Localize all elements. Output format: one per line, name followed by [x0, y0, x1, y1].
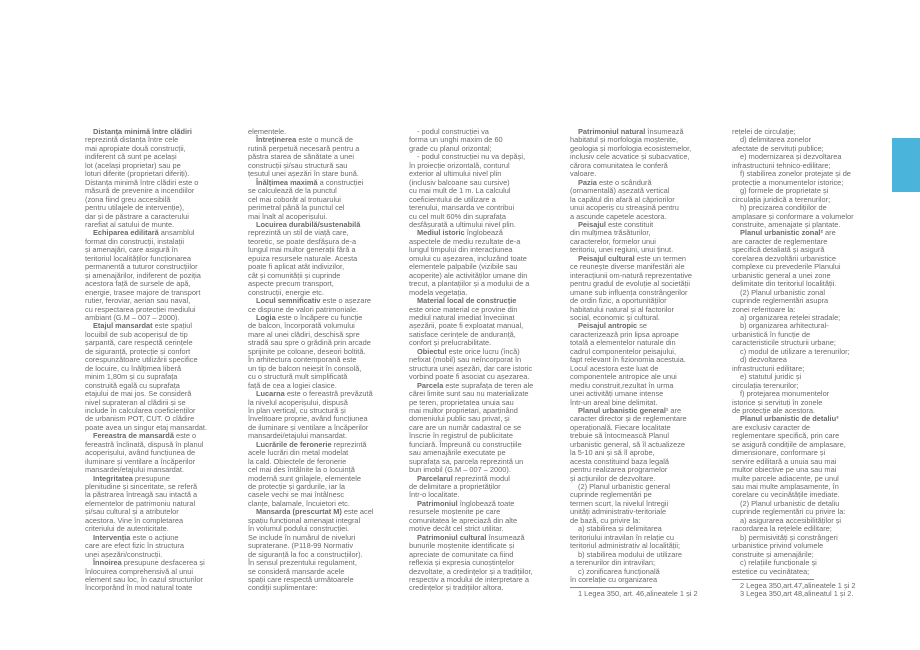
text-column-1: [85, 128, 227, 593]
text-line: cu mai mult de 1 m. La calculul: [409, 186, 511, 196]
term-heading-line: Obiectul este orice lucru (încă): [417, 346, 520, 356]
text-line: habitatului natural și al factorilor: [570, 304, 674, 314]
text-line: construite, amenajate și plantate.: [732, 219, 841, 229]
term-heading-line: Lucrările de feronerie reprezintă: [256, 439, 367, 449]
text-line: (zona fiind greu accesibilă: [85, 194, 171, 204]
text-line: înscrie în registrul de publicitate: [409, 431, 513, 441]
text-line: a) stabilirea și delimitarea: [578, 524, 662, 534]
text-line: dimensionare, conformare și: [732, 448, 826, 458]
term-heading-line: Pazia este o scândură: [578, 177, 652, 187]
text-line: suprafața sa, parcela reprezintă un: [409, 456, 524, 466]
text-line: vorbind poate fi asociat cu așezarea.: [409, 372, 530, 382]
text-line: urbanistice privind volumele: [732, 541, 824, 551]
text-line: sau mai multe amplasamente, în: [732, 482, 839, 492]
text-line: caracteristicile structurii urbane;: [732, 338, 836, 348]
text-line: energie, trasee majore de transport: [85, 287, 201, 297]
text-line: cât și comunității și cuprinde: [248, 270, 341, 280]
text-line: În arhitectura contemporană este: [248, 355, 357, 365]
text-line: din mulțimea trăsăturilor,: [570, 228, 651, 238]
term-heading-line: Logia este o încăpere cu funcție: [256, 312, 363, 322]
text-line: multor obiective pe una sau mai: [732, 465, 837, 475]
text-line: (2) Planul urbanistic general: [578, 482, 671, 492]
text-line: 3 Legea 350,art 48,alineatul 1 și 2.: [740, 589, 854, 599]
text-line: acesta constituind baza legală: [570, 456, 670, 466]
text-line: apreciate de comunitate ca fiind: [409, 549, 514, 559]
text-line: se calculează de la punctul: [248, 186, 337, 196]
text-line: clanțe, balamale, încuietori etc.: [248, 498, 350, 508]
text-line: trecut, a plantațiilor și a modului de a: [409, 279, 530, 289]
term-heading-line: Mediul istoric înglobează: [417, 228, 503, 238]
text-line: c) relațiile funcționale și: [740, 558, 817, 568]
text-line: omului cu așezarea, incluzând toate: [409, 253, 527, 263]
text-line: cărora comunitatea le conferă: [570, 160, 668, 170]
text-line: acestora. Vine în completarea: [85, 515, 184, 525]
text-line: încorporând în mod natural toate: [85, 583, 193, 593]
text-line: reglementare specifică, prin care: [732, 431, 840, 441]
text-line: satisface cerințele de anduranță,: [409, 329, 516, 339]
text-line: caracter director și de reglementare: [570, 414, 687, 424]
text-line: la capătul din afară al căpriorilor: [570, 194, 675, 204]
term-heading-line: Planul urbanistic general¹ are: [578, 405, 682, 415]
text-line: funciară. Împreună cu construcțiile: [409, 439, 522, 449]
text-line: locuibil de sub acoperișul de tip: [85, 329, 188, 339]
text-line: corelarea dezvoltării urbanistice: [732, 253, 836, 263]
text-line: elementele.: [248, 127, 287, 136]
text-line: criteriului de autenticitate.: [85, 524, 169, 534]
text-line: de urbanism POT, CUT. O clădire: [85, 414, 195, 424]
text-line: cadrul componentelor peisajului,: [570, 346, 676, 356]
text-line: teritoriului intravilan în relație cu: [570, 532, 674, 542]
text-line: totală a elementelor naturale din: [570, 338, 676, 348]
text-line: delimitate din teritoriul localității.: [732, 279, 837, 289]
text-line: de delimitare a proprietăților: [409, 482, 501, 492]
text-column-3: [409, 128, 551, 593]
text-line: acoperite) ale activităților umane din: [409, 270, 528, 280]
text-line: elementelor de patrimoniu natural: [85, 498, 196, 508]
text-line: se asigură condițiile de amplasare,: [732, 439, 846, 449]
text-line: este orice material ce provine din: [409, 304, 518, 314]
term-heading-line: Etajul mansardat este spațiul: [93, 321, 193, 331]
text-line: Distanța minimă între clădiri este o: [85, 177, 199, 187]
text-line: - podul construcției va: [417, 127, 489, 136]
text-line: teoretic, se poate desfășura de-a: [248, 236, 357, 246]
text-line: caracterizează prin lipsa aproape: [570, 329, 679, 339]
text-line: mansardei/etajului mansardat.: [248, 431, 348, 441]
term-heading-line: Planul urbanistic zonal² are: [740, 228, 836, 238]
text-line: trebuie să întocmească Planul: [570, 431, 670, 441]
text-line: de iluminare și ventilare a încăperilor: [248, 422, 369, 432]
text-line: plenitudine și sinceritate, se referă: [85, 482, 198, 492]
text-line: lungul timpului din interacțiunea: [409, 245, 513, 255]
text-line: b) organizarea arhitectural-: [740, 321, 829, 331]
text-line: lot (același proprietar) sau pe: [85, 160, 181, 170]
term-heading-line: Echiparea edilitară ansamblul: [93, 228, 195, 238]
term-heading-line: Fereastra de mansardă este o: [93, 431, 197, 441]
text-line: permanentă a tuturor construcțiilor: [85, 262, 198, 272]
text-line: înlocuirea comprehensivă al unui: [85, 566, 194, 576]
text-line: inclusiv cele acvatice și subacvatice,: [570, 152, 690, 162]
text-line: unități administrativ-teritoriale: [570, 507, 667, 517]
text-line: habitatul și morfologia moștenite,: [570, 135, 679, 145]
text-line: nivel suprateran al clădirii și se: [85, 397, 186, 407]
text-line: mai apropiate două construcții,: [85, 143, 186, 153]
term-heading-line: Lucarna este o fereastră prevăzută: [256, 389, 373, 399]
text-line: unei activități umane intense: [570, 389, 664, 399]
text-line: teritoriul administrativ al localității;: [570, 541, 681, 551]
text-line: epuiza resursele naturale. Acesta: [248, 253, 358, 263]
text-line: (2) Planul urbanistic zonal: [740, 287, 826, 297]
text-line: poate fi aplicat atât indivizilor,: [248, 262, 345, 272]
footnote-rule: [732, 579, 814, 580]
text-line: racordarea la rețelele edilitare;: [732, 524, 832, 534]
text-line: supraterane. (P118-99 Normativ: [248, 541, 354, 551]
text-line: care are un număr cadastral ce se: [409, 422, 522, 432]
text-line: format din construcții, instalații: [85, 236, 184, 246]
text-line: forma un unghi maxim de 60: [409, 135, 503, 145]
text-line: a) organizarea rețelei stradale;: [740, 312, 841, 322]
text-line: unei așezări/construcții.: [85, 549, 163, 559]
text-line: sau amenajările executate pe: [409, 448, 506, 458]
term-heading-line: Înălțimea maximă a construcției: [256, 177, 364, 187]
text-line: casele vechi se mai întâlnesc: [248, 490, 345, 500]
text-line: modernă sunt grilajele, elementele: [248, 473, 361, 483]
term-heading-line: Întreținerea este o muncă de: [256, 135, 353, 145]
text-line: pe teren, proprietatea unuia sau: [409, 397, 514, 407]
text-line: coeficientului de utilizare a: [409, 194, 496, 204]
text-line: nefixat (mobil) sau neîncorporat în: [409, 355, 522, 365]
text-line: element sau loc, în cazul structurilor: [85, 575, 203, 585]
text-column-2: [248, 128, 390, 593]
text-line: multe parcele adiacente, pe unul: [732, 473, 839, 483]
text-line: aspecte precum transport,: [248, 279, 334, 289]
text-line: de siguranță, protecție și confort: [85, 346, 191, 356]
text-line: într-o localitate.: [409, 490, 460, 500]
text-line: social, economic și cultural.: [570, 312, 660, 322]
text-line: protecție a monumentelor istorice;: [732, 177, 844, 187]
term-heading-line: Parcela este suprafața de teren ale: [417, 380, 534, 390]
text-line: elementele palpabile (vizibile sau: [409, 262, 518, 272]
text-line: b) stabilirea modului de utilizare: [578, 549, 682, 559]
text-line: construite și amenajările;: [732, 549, 814, 559]
text-line: măsură de prevenire a incendiilor: [85, 186, 195, 196]
text-line: comunitatea le apreciază din alte: [409, 515, 518, 525]
text-line: care are efect fizic în structura: [85, 541, 184, 551]
text-line: corespunzătoare utilizării specifice: [85, 355, 198, 365]
text-line: Locul acestora este luat de: [570, 363, 659, 373]
text-line: valoare.: [570, 169, 597, 179]
text-line: ce dispune de valori patrimoniale.: [248, 304, 359, 314]
text-line: complexe cu prevederile Planului: [732, 262, 841, 272]
text-line: mai multor proprietari, aparținând: [409, 405, 518, 415]
text-line: include în calcularea coeficienților: [85, 405, 196, 415]
text-line: condiții suplimentare:: [248, 583, 318, 593]
term-heading-line: Locuirea durabilă/sustenabilă: [256, 219, 361, 229]
term-heading-line: Peisajul antropic se: [578, 321, 648, 331]
term-heading-line: Peisajul cultural este un termen: [578, 253, 687, 263]
text-line: f) stabilirea zonelor protejate și de: [740, 169, 851, 179]
text-line: e) modernizarea și dezvoltarea: [740, 152, 842, 162]
text-line: cuprinde reglementări pe: [570, 490, 652, 500]
text-line: construită egală cu suprafața: [85, 380, 180, 390]
text-line: acoperișului, având funcțiunea de: [85, 448, 196, 458]
page-number: 67: [892, 154, 914, 174]
text-line: operațională. Fiecare localitate: [570, 422, 671, 432]
text-line: într-un areal bine delimitat.: [570, 397, 658, 407]
text-line: d) delimitarea zonelor: [740, 135, 812, 145]
text-line: și acțiunilor de dezvoltare.: [570, 473, 656, 483]
text-line: țesutul unei așezări în stare bună.: [248, 169, 359, 179]
text-line: cu cel mult 60% din suprafața: [409, 211, 506, 221]
text-line: estetice cu vecinătatea;: [732, 566, 810, 576]
text-line: urbanistic general, să îl actualizeze: [570, 439, 686, 449]
term-heading-line: Patrimoniul natural însumează: [578, 127, 684, 136]
text-line: stradă sau spre o grădină prin arcade: [248, 338, 371, 348]
text-line: resursele moștenite pe care: [409, 507, 501, 517]
text-line: a terenurilor din intravilan;: [570, 558, 656, 568]
text-line: amplasare și conformare a volumelor: [732, 211, 854, 221]
text-line: cel mai des întâlnite la o locuință: [248, 465, 355, 475]
text-line: fereastră înclinată, dispusă în planul: [85, 439, 204, 449]
text-line: (ornamentală) așezată vertical: [570, 186, 670, 196]
term-heading-line: Patrimoniul cultural însumează: [417, 532, 525, 542]
text-line: motive decât cel strict utilitar.: [409, 524, 504, 534]
text-line: și amenajări, care asigură în: [85, 245, 178, 255]
text-line: la 5-10 ani și să îl aprobe,: [570, 448, 655, 458]
text-line: cu o structură mult simplificată: [248, 372, 348, 382]
term-heading-line: Integritatea presupune: [93, 473, 170, 483]
text-line: reprezintă un stil de viață care,: [248, 228, 349, 238]
text-line: de ordin fizic, a oportunităților: [570, 296, 667, 306]
text-line: aspectele de mediu rezultate de-a: [409, 236, 521, 246]
text-line: etajului de mai jos. Se consideră: [85, 389, 192, 399]
text-line: rarefiat al satului de munte.: [85, 219, 175, 229]
text-column-4: [570, 128, 712, 599]
text-line: grade cu planul orizontal;: [409, 143, 492, 153]
text-line: în volumul podului construcției.: [248, 524, 350, 534]
text-line: spațiu funcțional amenajat integral: [248, 515, 361, 525]
text-line: termen scurt, la nivelul întregii: [570, 498, 669, 508]
text-line: iluminare și ventilare a încăperilor: [85, 456, 196, 466]
text-line: mediul natural imediat înveciinat: [409, 312, 515, 322]
text-line: zonei referitoare la:: [732, 304, 796, 314]
footnote-rule: [570, 587, 652, 588]
text-line: șarpantă, care respectă cerințele: [85, 338, 193, 348]
text-line: modela vegetația.: [409, 287, 468, 297]
text-line: structura unei așezări, dar care istoric: [409, 363, 533, 373]
text-line: perimetral până la punctul cel: [248, 203, 345, 213]
text-line: 1 Legea 350, art. 46,alineatele 1 și 2: [578, 589, 698, 599]
text-line: și/sau cultural și a atributelor: [85, 507, 179, 517]
text-line: acestora față de sursele de apă,: [85, 279, 191, 289]
text-line: infrastructurii tehnico-edilitare;: [732, 160, 831, 170]
text-line: cărei limite sunt sau nu materializate: [409, 389, 529, 399]
text-line: mansardei/etajului mansardat.: [85, 465, 185, 475]
text-line: 2 Legea 350,art.47,alineatele 1 și 2: [740, 581, 856, 591]
text-line: interacțiunii om-natură reprezentative: [570, 270, 693, 280]
text-line: circulația juridică a terenurilor;: [732, 194, 831, 204]
text-line: reflexia și expresia cunoștințelor: [409, 558, 515, 568]
text-line: a) asigurarea accesibilităților și: [740, 515, 842, 525]
text-line: circulația terenurilor;: [732, 380, 799, 390]
text-line: Se include în numărul de niveluri: [248, 532, 356, 542]
text-line: specifică detaliată și asigură: [732, 245, 825, 255]
text-column-5: [732, 128, 874, 599]
text-line: umane sub influența constrângerilor: [570, 287, 688, 297]
text-line: rețelei de circulație;: [732, 127, 796, 136]
text-line: cu respectarea protecției mediului: [85, 304, 196, 314]
text-line: în corelație cu organizarea: [570, 575, 658, 585]
text-line: geologia și morfologia ecosistemelor,: [570, 143, 692, 153]
text-line: loturi diferite (proprietari diferiți).: [85, 169, 190, 179]
term-heading-line: Patrimoniul înglobează toate: [417, 498, 515, 508]
text-line: de bază, cu privire la:: [570, 515, 641, 525]
text-line: c) zonificarea funcțională: [578, 566, 660, 576]
text-line: desfășurată a ultimului nivel plin.: [409, 219, 516, 229]
text-line: corelare cu vecinătățile imediate.: [732, 490, 840, 500]
text-line: de protecție și gardurile, iar la: [248, 482, 345, 492]
text-line: acele lucrări din metal modelat: [248, 448, 349, 458]
term-heading-line: Intervenția este o acțiune: [93, 532, 179, 542]
text-line: în plan vertical, cu structură și: [248, 405, 346, 415]
text-line: poate avea un singur etaj mansardat.: [85, 422, 208, 432]
text-line: dar și de păstrare a caracterului: [85, 211, 189, 221]
text-line: credințelor și tradițiilor altora.: [409, 583, 504, 593]
text-line: reprezintă distanța între cele: [85, 135, 179, 145]
text-line: se consideră mansarde acele: [248, 566, 345, 576]
text-line: a ascunde capetele acestora.: [570, 211, 667, 221]
text-line: În sensul prezentului regulament,: [248, 558, 357, 568]
text-line: caracterelor, formelor unui: [570, 236, 656, 246]
text-line: bunurile moștenite identificate și: [409, 541, 515, 551]
term-heading-line: Distanța minimă între clădiri: [93, 127, 192, 136]
text-line: urbanistică în funcție de: [732, 329, 811, 339]
text-line: la nivelul acoperișului, dispusă: [248, 397, 348, 407]
text-line: g) formele de proprietate și: [740, 186, 829, 196]
text-line: confort și prelucrabilitate.: [409, 338, 492, 348]
text-line: spații care respectă următoarele: [248, 575, 354, 585]
text-line: cel mai coborât al trotuarului: [248, 194, 341, 204]
text-line: h) precizarea condițiilor de: [740, 203, 827, 213]
text-line: infrastructurii edilitare;: [732, 363, 805, 373]
text-line: pentru gradul de evoluție al societății: [570, 279, 690, 289]
text-line: componentele antropice ale unui: [570, 372, 677, 382]
text-line: afectate de servituți publice;: [732, 143, 824, 153]
text-line: bun imobil (G.M – 007 – 2000).: [409, 465, 511, 475]
text-line: f) protejarea monumentelor: [740, 389, 830, 399]
text-line: dezvoltate, a credințelor și a tradițiilor,: [409, 566, 533, 576]
text-line: păstra starea de sănătate a unei: [248, 152, 355, 162]
text-line: b) permisivități și constrângeri: [740, 532, 838, 542]
text-line: are exclusiv caracter de: [732, 422, 811, 432]
term-heading-line: Înnoirea presupune desfacerea și: [93, 558, 205, 568]
term-heading-line: Material local de construcție: [417, 296, 517, 306]
text-line: lungul mai multor generații fără a: [248, 245, 356, 255]
text-line: ce reunește diverse manifestări ale: [570, 262, 685, 272]
text-line: mare al unei clădiri, deschisă spre: [248, 329, 360, 339]
text-line: pentru utilajele de intervenție),: [85, 203, 185, 213]
term-heading-line: Peisajul este constituit: [578, 219, 654, 229]
text-line: pentru realizarea programelor: [570, 465, 668, 475]
term-heading-line: Planul urbanistic de detaliu³: [740, 414, 839, 424]
text-line: mai înalt al acoperișului.: [248, 211, 328, 221]
text-line: (inclusiv balcoane sau cursive): [409, 177, 510, 187]
text-line: fapt relevant în fizionomia acestuia.: [570, 355, 686, 365]
text-line: de protecție ale acestora.: [732, 405, 815, 415]
text-line: indiferent că sunt pe același: [85, 152, 177, 162]
text-line: la păstrarea întreagă sau intactă a: [85, 490, 198, 500]
text-line: unui acoperiș cu streașină pentru: [570, 203, 679, 213]
text-line: ambiant (G.M – 007 – 2000).: [85, 312, 180, 322]
text-line: mediu construit,rezultat în urma: [570, 380, 674, 390]
text-line: teritoriul localităților funcționarea: [85, 253, 191, 263]
text-line: în proiecție orizontală, conturul: [409, 160, 510, 170]
text-line: are caracter de reglementare: [732, 236, 828, 246]
term-heading-line: Mansarda (prescurtat M) este acel: [256, 507, 374, 517]
text-line: d) dezvoltarea: [740, 355, 787, 365]
text-line: urbanistic general a unei zone: [732, 270, 831, 280]
text-line: învelitoare proprie, având funcțiunea: [248, 414, 368, 424]
text-line: față de cea a logiei clasice.: [248, 380, 337, 390]
text-line: exterior al ultimului nivel plin: [409, 169, 502, 179]
text-line: un tip de balcon neieșit în consolă,: [248, 363, 362, 373]
text-line: sprijinite pe coloane, deseori boltită.: [248, 346, 366, 356]
text-line: de balcon, încorporată volumului: [248, 321, 355, 331]
text-line: la cald. Obiectele de feronerie: [248, 456, 347, 466]
text-line: construcții și/sau structură sau: [248, 160, 348, 170]
text-line: de siguranță la foc a construcțiilor).: [248, 549, 363, 559]
text-line: cuprinde reglementări cu privire la:: [732, 507, 846, 517]
text-line: construcții, energie etc.: [248, 287, 324, 297]
text-line: e) statutul juridic și: [740, 372, 802, 382]
term-heading-line: Parcelarul reprezintă modul: [417, 473, 510, 483]
text-line: cuprinde reglementări asupra: [732, 296, 829, 306]
text-line: rutier, feroviar, aerian sau naval,: [85, 296, 191, 306]
text-line: - podul construcției nu va depăși,: [417, 152, 526, 162]
text-line: servire edilitară a unuia sau mai: [732, 456, 837, 466]
text-line: c) modul de utilizare a terenurilor;: [740, 346, 850, 356]
text-line: istorice și servituți în zonele: [732, 397, 823, 407]
text-line: minim 1,80m și cu suprafața: [85, 372, 178, 382]
text-line: (2) Planul urbanistic de detaliu: [740, 498, 840, 508]
text-line: și amenajărilor, indiferent de poziția: [85, 270, 201, 280]
text-line: așezării, poate fi exploatat manual,: [409, 321, 524, 331]
text-line: rutină perpetuă necesară pentru a: [248, 143, 360, 153]
text-line: de locuire, cu înălțimea liberă: [85, 363, 182, 373]
text-line: terenului, mansarda ve contribui: [409, 203, 515, 213]
text-line: domeniului public sau privat, și: [409, 414, 510, 424]
text-line: teritoriu, unei regiuni, unui ținut.: [570, 245, 674, 255]
text-line: respectiv a modului de interpretare a: [409, 575, 529, 585]
term-heading-line: Locul semnificativ este o așezare: [256, 296, 372, 306]
